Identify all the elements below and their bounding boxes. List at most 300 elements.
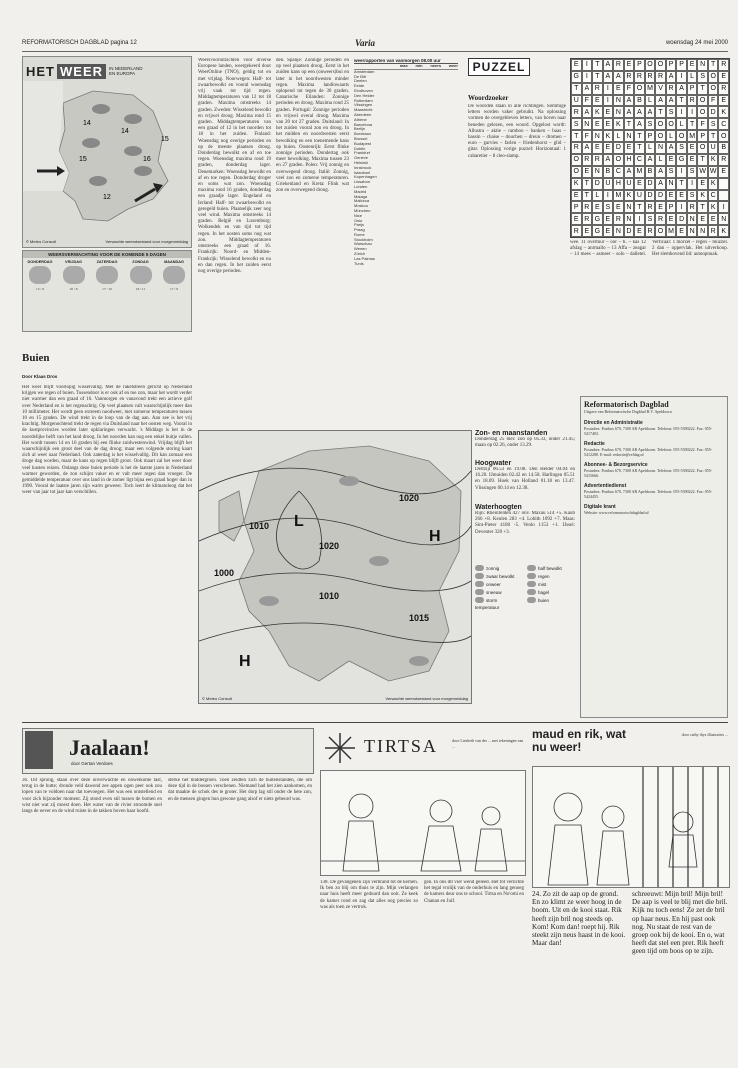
puzzle-cell: E bbox=[624, 59, 635, 71]
puzzle-cell: S bbox=[666, 166, 677, 178]
puzzle-cell: S bbox=[708, 118, 719, 130]
puzzle-cell: G bbox=[676, 154, 687, 166]
puzzle-cell: R bbox=[708, 225, 719, 237]
puzzle-cell: O bbox=[634, 83, 645, 95]
jaalaan-col1: 36. Dit sprong, staan over deze onverwachte en onwelkome tast, terug in de hutte; dronde veld dawend zee appen ogen peer ook zou lopen van te voldoen naar dat toevoegen. Het was een ontstellend en voor zich bijzonder moment. Zij stond even stil tussen de bomen en wist niet wat zij moest doen. Het water van de rivier stroomde snel langs de oever en de wind ruiste in de takken boven haar hoofd. bbox=[22, 778, 162, 815]
puzzle-cell: U bbox=[634, 190, 645, 202]
puzzel-logo-text: PUZZEL bbox=[472, 60, 526, 74]
puzzle-cell: R bbox=[687, 95, 698, 107]
puzzle-cell: E bbox=[666, 190, 677, 202]
puzzle-cell: D bbox=[592, 178, 603, 190]
puzzle-cell: D bbox=[708, 106, 719, 118]
puzzle-cell: E bbox=[582, 166, 593, 178]
legend-item bbox=[527, 565, 575, 571]
puzzle-cell: S bbox=[687, 166, 698, 178]
temp-label-0: 14 bbox=[83, 120, 91, 127]
puzzle-cell: O bbox=[571, 166, 582, 178]
tirtsa-title: TIRTSA bbox=[364, 736, 438, 756]
puzzle-cell: N bbox=[718, 213, 729, 225]
legend-label: zwaar bewolkt bbox=[486, 573, 515, 579]
puzzle-cell: S bbox=[645, 118, 656, 130]
puzzle-cell: E bbox=[571, 59, 582, 71]
rd-sub: Uitgave van Reformatorische Dagblad B.V. Apeldoorn bbox=[584, 409, 672, 414]
masthead-right: woensdag 24 mei 2000 bbox=[665, 40, 728, 46]
puzzle-cell: T bbox=[592, 59, 603, 71]
puzzle-cell: A bbox=[582, 83, 593, 95]
tirtsa-col2: gen. In ons dit vier wend geleed. Het tot verlichte het tegal vrolijk van de onderhuis en lang genoeg de kamers deur ons te school. Tirtsa en No'omi en Chanan en Juif. bbox=[424, 880, 524, 904]
puzzle-cell: I bbox=[603, 190, 614, 202]
puzzle-cell: T bbox=[687, 118, 698, 130]
city-name: Brussel bbox=[354, 135, 368, 141]
puzzle-cell: E bbox=[718, 71, 729, 83]
jaalaan-col2: sterke het middelgroen. Toen zeidten zich de buitenstanden, die om deze tijd in de bossen verschenen. Niemand had het zien aankomen, en dat maakte de schok des te groter. Het dorp lag stil onder de hete zon, en de mensen gingen hun gewone gang alsof er niets gebeurd was. bbox=[168, 778, 312, 802]
puzzle-cell: F bbox=[708, 95, 719, 107]
puzzle-cell: U bbox=[571, 95, 582, 107]
logo-het: HET bbox=[26, 63, 55, 79]
city-name: Eelde bbox=[354, 83, 365, 89]
puzzle-cell: E bbox=[592, 95, 603, 107]
city-table-body bbox=[354, 70, 458, 267]
hoogwater-title: Hoogwater bbox=[475, 460, 512, 467]
puzzle-cell: R bbox=[592, 83, 603, 95]
temp-label-5: 15 bbox=[161, 136, 169, 143]
puzzel-logo bbox=[468, 58, 530, 76]
puzzle-cell: K bbox=[708, 154, 719, 166]
puzzle-cell: P bbox=[676, 59, 687, 71]
puzzle-cell: I bbox=[676, 166, 687, 178]
puzzle-cell: T bbox=[634, 142, 645, 154]
city-name: Frankfurt bbox=[354, 150, 371, 156]
puzzle-cell: E bbox=[592, 118, 603, 130]
puzzle-cell: B bbox=[645, 166, 656, 178]
city-name: Madrid bbox=[354, 188, 367, 194]
puzzle-cell: P bbox=[697, 130, 708, 142]
puzzle-cell: E bbox=[666, 213, 677, 225]
rd-section-text: Postadres: Postbus 670, 7300 AR Apeldoorn. Telefoon: 055-5390222. Fax: 055-5424455. bbox=[584, 489, 713, 499]
logo-weer: WEER bbox=[57, 64, 106, 79]
puzzle-cell: I bbox=[634, 213, 645, 225]
rd-section-heading: Abonnee- & Bezorgservice bbox=[584, 462, 648, 468]
puzzle-cell: T bbox=[655, 106, 666, 118]
legend-icon bbox=[475, 589, 484, 595]
puzzle-cell: E bbox=[676, 190, 687, 202]
nl-map bbox=[23, 81, 191, 231]
puzzle-cell: A bbox=[655, 178, 666, 190]
tirtsa-col1: 138. De gevangenen zijn verbrand tot de kernen. Ik ben zo blij om thuis te zijn. Mijn verlangen naar huis heeft meer geduurd dan ooit. Ze keek de kamer rond en zag dat alles nog precies zo was als toen ze vertrok. bbox=[320, 880, 418, 910]
puzzle-cell: O bbox=[697, 95, 708, 107]
city-name: Innsbruck bbox=[354, 164, 372, 170]
buien-article bbox=[22, 352, 192, 379]
puzzle-cell: N bbox=[613, 225, 624, 237]
puzzle-cell: I bbox=[687, 178, 698, 190]
city-name: Maastricht bbox=[354, 107, 373, 113]
puzzle-cell: N bbox=[687, 213, 698, 225]
legend-item bbox=[475, 597, 523, 603]
puzzle-cell: A bbox=[582, 106, 593, 118]
city-name: Praag bbox=[354, 227, 365, 233]
puzzle-cell: S bbox=[687, 190, 698, 202]
puzzle-cell: A bbox=[645, 154, 656, 166]
puzzle-cell: N bbox=[592, 130, 603, 142]
puzzle-cell: T bbox=[582, 190, 593, 202]
puzzle-cell: E bbox=[582, 225, 593, 237]
puzzle-cell: E bbox=[708, 213, 719, 225]
city-name: Kopenhagen bbox=[354, 174, 377, 180]
puzzle-cell: T bbox=[708, 59, 719, 71]
rd-section-text: Website: www.reformatorischdagblad.nl bbox=[584, 510, 649, 515]
puzzle-cell: C bbox=[718, 118, 729, 130]
puzzle-cell: G bbox=[592, 225, 603, 237]
legend-label: zonnig bbox=[486, 565, 500, 571]
puzzle-cell: E bbox=[603, 118, 614, 130]
puzzle-cell: S bbox=[666, 106, 677, 118]
puzzle-cell: L bbox=[676, 118, 687, 130]
puzzle-cell: R bbox=[687, 201, 698, 213]
puzzle-cell: O bbox=[697, 106, 708, 118]
puzzle-instructions: De woorden staan in alle richtingen. Sommige letters worden vaker gebruikt. Na oplossing vormen de overgebleven letters, van boven naar beneden gelezen, een woord. Opgelost wordt: Allustra – aktie – ramboo – banken – baas – bassin – chaise – douchen – dreun – dromen – euro – garvies – farlen – friedenhorst – glid – gitar. Oplossing vorige puzzel: Horizontaal: 1 cabaretier – 8 cleo-slamp. bbox=[468, 104, 566, 159]
city-name: Lissabon bbox=[354, 179, 371, 185]
legend-label: mist bbox=[538, 581, 547, 587]
puzzle-cell: D bbox=[645, 178, 656, 190]
city-name: Den Helder bbox=[354, 92, 375, 98]
puzzle-cell: T bbox=[571, 130, 582, 142]
puzzle-cell: U bbox=[624, 178, 635, 190]
bottom-rule bbox=[22, 722, 728, 723]
puzzle-cell: V bbox=[655, 83, 666, 95]
puzzle-cell: L bbox=[645, 142, 656, 154]
weather-text-col1: Weersvooruitzichten voor diverse Europese landen, weergekeerd door WeerOnline (TNO), geldig tot en met vrijdag. Noorwegen: Half- tot zwaarbewolkt en vooral woensdag vrij vaak tot tijd regen. Middagtemperaturen van 12 tot 18 graden. Maxima omstreeks 14 graden. Zweden: Wisselend bewolkt en vrijwel droog. Maxima rond 15 graden. Middagtemperaturen van een graad of 12 in het noorden tot 18 in het zuiden. Finland: Woensdag nog overige perioden en op de meeste plaatsen droog. Donderdag bewolkt en af en toe regen. Woensdag maxima rond 19 graden, donderdag lager. Denemarken: Woensdag bewolkt en af en toe regen. Donderdag droger en soms wat zon. Woensdag maxima rond 16 graden, donderdag een graadje lager. Engeland en Ierland: Half- tot zwaarbewolkt en geregeld buien. Plaatselijk zeer nog veel wind. Maxima omstreeks 14 graden. België en Luxemburg: Wolkendek en van tijd tot tijd regen. In het oosten soms nog wat zon. Middagtemperaturen omstreeks een graad of 16. Frankrijk: Noord- en Midden-Frankrijk: Wisselend bewolkt en nu en dan regen. In het zuiden eerst nog overige perioden. bbox=[198, 58, 271, 274]
legend-icon bbox=[475, 565, 484, 571]
tirtsa-illustration bbox=[320, 770, 526, 876]
outlook-day: MAANDAG 17 / 9 bbox=[159, 260, 189, 292]
city-row bbox=[354, 262, 458, 267]
outlook-cloud-icon bbox=[96, 266, 118, 284]
puzzle-cell: H bbox=[613, 178, 624, 190]
city-name: Mallorca bbox=[354, 198, 370, 204]
city-name: Warschau bbox=[354, 241, 372, 247]
puzzle-cell: O bbox=[655, 118, 666, 130]
puzzle-cell: I bbox=[676, 106, 687, 118]
puzzle-cell: E bbox=[687, 59, 698, 71]
nl-map-caption: Verwachte weerstoestand voor morgenmiddag bbox=[105, 239, 188, 244]
puzzle-cell: I bbox=[687, 106, 698, 118]
temp-label-2: 15 bbox=[79, 156, 87, 163]
puzzle-cell: E bbox=[718, 95, 729, 107]
puzzle-cell: C bbox=[708, 190, 719, 202]
puzzle-cell: E bbox=[592, 201, 603, 213]
puzzle-cell: E bbox=[613, 201, 624, 213]
maud-col2: schreeuwt: Mijn bril! Mijn bril! De aap is veel te blij met die bril. Kijk nu toch eens! Ze zet de bril op haar neus. En hij past ook nog. Nu staat de rest van de groep ook bij de kooi. En o, wat heeft dat stel een pret. Rik heeft geen tijd om boos op te zijn. bbox=[632, 890, 728, 956]
europe-map bbox=[199, 431, 471, 703]
tirtsa-ornament-icon bbox=[320, 728, 360, 768]
city-name: Berlijn bbox=[354, 126, 366, 132]
puzzle-cell: E bbox=[624, 142, 635, 154]
puzzle-cell: D bbox=[624, 225, 635, 237]
nl-map-credit: © Meteo Consult bbox=[26, 239, 56, 244]
puzzle-cell: R bbox=[571, 225, 582, 237]
outlook-day-label: ZATERDAG bbox=[96, 260, 118, 264]
pressure-label-5: 1015 bbox=[409, 613, 430, 623]
outlook-day-label: MAANDAG bbox=[164, 260, 184, 264]
puzzle-cell: A bbox=[624, 106, 635, 118]
masthead bbox=[22, 40, 728, 50]
puzzle-cell: R bbox=[645, 201, 656, 213]
puzzle-cell: F bbox=[697, 118, 708, 130]
outlook-cloud-icon bbox=[130, 266, 152, 284]
pressure-label-2: 1000 bbox=[214, 568, 235, 578]
rd-section-text: Postadres: Postbus 670, 7300 AR Apeldoorn. Telefoon: 055-5390222. Fax: 055-5415666. bbox=[584, 468, 713, 478]
puzzle-cell: A bbox=[645, 106, 656, 118]
puzzle-cell: N bbox=[624, 130, 635, 142]
city-name: Vlissingen bbox=[354, 102, 373, 108]
city-name: Rotterdam bbox=[354, 97, 373, 103]
rd-section-heading: Directie en Administratie bbox=[584, 420, 643, 426]
puzzle-cell: W bbox=[708, 166, 719, 178]
city-name: Deelen bbox=[354, 78, 367, 84]
legend-label: hagel bbox=[538, 589, 550, 595]
puzzle-cell: K bbox=[613, 118, 624, 130]
puzzle-cell: T bbox=[697, 83, 708, 95]
puzzle-cell: E bbox=[603, 142, 614, 154]
city-table-title: weerrapporten van vanmorgen 08.00 uur bbox=[354, 58, 458, 64]
puzzle-cell: I bbox=[582, 71, 593, 83]
city-name: Moskou bbox=[354, 203, 369, 209]
outlook-day: VRIJDAG 16 / 8 bbox=[59, 260, 89, 292]
puzzle-cell: T bbox=[624, 118, 635, 130]
puzzle-cell: I bbox=[603, 95, 614, 107]
rd-section-text: Postadres: Postbus 670, 7300 AR Apeldoorn. Telefoon: 055-5390222. Fax: 055-5417403. bbox=[584, 426, 713, 436]
pressure-label-4: 1010 bbox=[319, 591, 340, 601]
puzzle-cell bbox=[718, 190, 729, 202]
puzzle-cell: A bbox=[603, 71, 614, 83]
puzzle-cell: I bbox=[603, 83, 614, 95]
puzzle-cell: O bbox=[645, 59, 656, 71]
puzzle-cell: F bbox=[624, 83, 635, 95]
puzzle-cell: T bbox=[676, 95, 687, 107]
puzzle-cell: M bbox=[666, 225, 677, 237]
legend-temp-label: temperatuur bbox=[475, 605, 500, 610]
puzzle-cell: O bbox=[655, 225, 666, 237]
puzzle-cell: R bbox=[592, 154, 603, 166]
maud-drawing bbox=[533, 767, 729, 887]
puzzle-cell: S bbox=[603, 201, 614, 213]
puzzle-cell: A bbox=[666, 142, 677, 154]
puzzle-cell: A bbox=[666, 71, 677, 83]
puzzle-cell: S bbox=[676, 142, 687, 154]
maud-title: maud en rik, wat nu weer! bbox=[532, 727, 627, 754]
sun-moon-text: Donderdag 25 mei: zon op 05.33, onder 21.45; maan op 02.26, onder 13.29. bbox=[475, 437, 575, 449]
puzzle-cell: A bbox=[634, 118, 645, 130]
puzzle-cell: I bbox=[718, 201, 729, 213]
puzzle-cell: R bbox=[613, 213, 624, 225]
pressure-label-3: 1020 bbox=[399, 493, 420, 503]
high-pressure-label-2: H bbox=[239, 653, 251, 670]
puzzle-cell: L bbox=[666, 130, 677, 142]
city-name: Dublin bbox=[354, 145, 366, 151]
legend-item bbox=[475, 581, 523, 587]
puzzle-cell: E bbox=[697, 178, 708, 190]
maud-sub: door cathy thys illustraties ... bbox=[681, 732, 728, 737]
maud-col1: 24. Zo zit de aap op de grond. En zo klimt ze weer hoog in de boom. Uit en de kooi staat. Rik heeft zijn bril nog steeds op. Kom! Kom dan! roept hij. Rik steekt zijn neus haast in de kooi. Maar dan! bbox=[532, 890, 626, 948]
puzzle-cell: G bbox=[571, 71, 582, 83]
puzzle-cell: E bbox=[634, 178, 645, 190]
legend-item bbox=[527, 581, 575, 587]
maud-illustration bbox=[532, 766, 730, 888]
puzzle-cell: M bbox=[687, 130, 698, 142]
puzzle-cell: A bbox=[666, 95, 677, 107]
city-name: Budapest bbox=[354, 140, 371, 146]
puzzle-cell: T bbox=[676, 178, 687, 190]
het-weer-logo bbox=[26, 63, 149, 79]
puzzle-cell: K bbox=[697, 190, 708, 202]
puzzle-cell: W bbox=[697, 166, 708, 178]
puzzle-cell: A bbox=[634, 106, 645, 118]
puzzle-cell: B bbox=[634, 95, 645, 107]
legend-label: sneeuw bbox=[486, 589, 502, 595]
puzzle-cell: R bbox=[718, 83, 729, 95]
high-pressure-label: H bbox=[429, 528, 441, 545]
puzzle-cell: T bbox=[708, 130, 719, 142]
puzzle-cell: N bbox=[655, 142, 666, 154]
puzzle-cell: N bbox=[687, 225, 698, 237]
puzzle-cell: M bbox=[613, 190, 624, 202]
waterhoogten-text: Rijn: Rheinfelden 427 onv. Maxau 514 +5. Kaub 266 +8. Keulen 283 +4. Lobith 1092 +7. Maas: Sint-Pieter 4180 -5. Venlo 1153 +1. IJssel: Deventer 320 +3. bbox=[475, 511, 575, 535]
puzzle-cell: O bbox=[676, 130, 687, 142]
city-name: München bbox=[354, 207, 371, 213]
legend-label: regen bbox=[538, 573, 550, 579]
puzzle-cell: R bbox=[655, 71, 666, 83]
city-name: Genève bbox=[354, 155, 369, 161]
puzzle-cell: H bbox=[624, 154, 635, 166]
puzzle-cell: K bbox=[571, 178, 582, 190]
puzzle-cell: E bbox=[666, 154, 677, 166]
puzzle-cell: U bbox=[603, 178, 614, 190]
puzzle-heading: Woordzoeker bbox=[468, 94, 509, 102]
puzzle-cell: T bbox=[697, 154, 708, 166]
city-name: Istanboel bbox=[354, 169, 371, 175]
puzzle-cell: P bbox=[645, 130, 656, 142]
legend-icon bbox=[527, 565, 536, 571]
puzzle-cell: L bbox=[613, 130, 624, 142]
puzzle-cell: A bbox=[613, 71, 624, 83]
outlook-days-row bbox=[23, 258, 191, 294]
tirtsa-sub: door Liesbeth van der ... met tekeningen van ... bbox=[452, 738, 524, 749]
legend-icon bbox=[475, 581, 484, 587]
pressure-label-0: 1010 bbox=[249, 521, 270, 531]
legend-label: half bewolkt bbox=[538, 565, 562, 571]
outlook-day: DONDERDAG 15 / 9 bbox=[25, 260, 55, 292]
puzzle-cell: A bbox=[624, 166, 635, 178]
hoogwater-text: Delfzijl 06.53 en 19.08. Den Helder 04.04 en 16.20. IJmuiden 02.42 en 14.58. Harlingen 05.51 en 18.09. Hoek van Holland 01.18 en 13.47. Vlissingen 00.14 en 12.38. bbox=[475, 467, 575, 491]
puzzle-cell: A bbox=[676, 83, 687, 95]
temp-label-1: 14 bbox=[121, 128, 129, 135]
rd-section-text: Postadres: Postbus 670, 7300 AR Apeldoorn. Telefoon: 055-5390222. Fax: 055-5412288. E-mail: redactie@refdag.nl bbox=[584, 447, 713, 457]
legend-label: storm bbox=[486, 597, 498, 603]
city-name: Las Palmas bbox=[354, 255, 375, 261]
puzzle-cell: E bbox=[603, 225, 614, 237]
puzzle-cell: T bbox=[592, 71, 603, 83]
puzzle-cell: R bbox=[582, 154, 593, 166]
outlook-day: ZONDAG 18 / 11 bbox=[126, 260, 156, 292]
city-name: Nice bbox=[354, 212, 363, 218]
five-day-outlook bbox=[22, 250, 192, 332]
outlook-day-label: DONDERDAG bbox=[27, 260, 53, 264]
europe-map-panel bbox=[198, 430, 472, 704]
outlook-cloud-icon bbox=[63, 266, 85, 284]
legend-icon bbox=[527, 573, 536, 579]
jaalaan-title: Jaalaan! bbox=[69, 735, 150, 760]
puzzle-cell: E bbox=[603, 213, 614, 225]
outlook-day: ZATERDAG 17 / 10 bbox=[92, 260, 122, 292]
jaalaan-header bbox=[22, 728, 314, 774]
puzzle-cell: U bbox=[708, 142, 719, 154]
col-weer: weer bbox=[448, 63, 458, 68]
puzzle-cell: R bbox=[582, 201, 593, 213]
outlook-day-label: ZONDAG bbox=[132, 260, 149, 264]
puzzle-cell: I bbox=[676, 201, 687, 213]
puzzle-cell: E bbox=[592, 142, 603, 154]
city-name: Barcelona bbox=[354, 121, 373, 127]
puzzle-cell: O bbox=[697, 142, 708, 154]
city-name: Eindhoven bbox=[354, 87, 373, 93]
puzzle-cell: D bbox=[613, 142, 624, 154]
tirtsa-header bbox=[320, 728, 524, 768]
puzzle-cell: K bbox=[718, 106, 729, 118]
puzzle-cell: E bbox=[603, 106, 614, 118]
puzzle-cell: O bbox=[655, 130, 666, 142]
tides-column bbox=[475, 430, 575, 702]
puzzle-cell: O bbox=[655, 59, 666, 71]
puzzle-cell: M bbox=[634, 166, 645, 178]
col-min: min bbox=[415, 63, 423, 68]
puzzle-cell: C bbox=[613, 166, 624, 178]
puzzle-cell: E bbox=[571, 213, 582, 225]
puzzle-cell: B bbox=[718, 142, 729, 154]
rd-section-heading: Redactie bbox=[584, 441, 605, 447]
puzzle-cell: E bbox=[687, 154, 698, 166]
masthead-rule bbox=[22, 51, 728, 52]
legend-icon bbox=[527, 589, 536, 595]
puzzle-cell: A bbox=[624, 95, 635, 107]
north-sea-shape bbox=[23, 81, 69, 191]
puzzle-cell: M bbox=[645, 83, 656, 95]
europe-map-caption: Verwachte weerstoestand voor morgenmiddag bbox=[385, 696, 468, 701]
legend-item bbox=[527, 597, 575, 603]
puzzle-cell: N bbox=[582, 118, 593, 130]
city-name: Bordeaux bbox=[354, 131, 372, 137]
puzzle-cell: E bbox=[687, 142, 698, 154]
legend-item bbox=[475, 565, 523, 571]
col-neers: neers bbox=[430, 63, 442, 68]
puzzle-cell: R bbox=[645, 71, 656, 83]
legend-icon bbox=[475, 573, 484, 579]
puzzle-cell: B bbox=[603, 166, 614, 178]
puzzle-cell: I bbox=[676, 71, 687, 83]
puzzle-cell: R bbox=[634, 71, 645, 83]
word-search-grid bbox=[570, 58, 730, 238]
puzzle-cell: A bbox=[655, 166, 666, 178]
puzzle-cell: A bbox=[582, 142, 593, 154]
legend-item bbox=[527, 589, 575, 595]
puzzle-cell: O bbox=[718, 130, 729, 142]
puzzle-cell: R bbox=[655, 213, 666, 225]
maud-header bbox=[532, 728, 728, 764]
jaalaan-byline: door Gertan Verdoes bbox=[71, 761, 113, 766]
city-name: Parijs bbox=[354, 222, 365, 228]
puzzle-cell: K bbox=[603, 130, 614, 142]
temp-label-3: 16 bbox=[143, 156, 151, 163]
puzzle-cell: C bbox=[634, 154, 645, 166]
